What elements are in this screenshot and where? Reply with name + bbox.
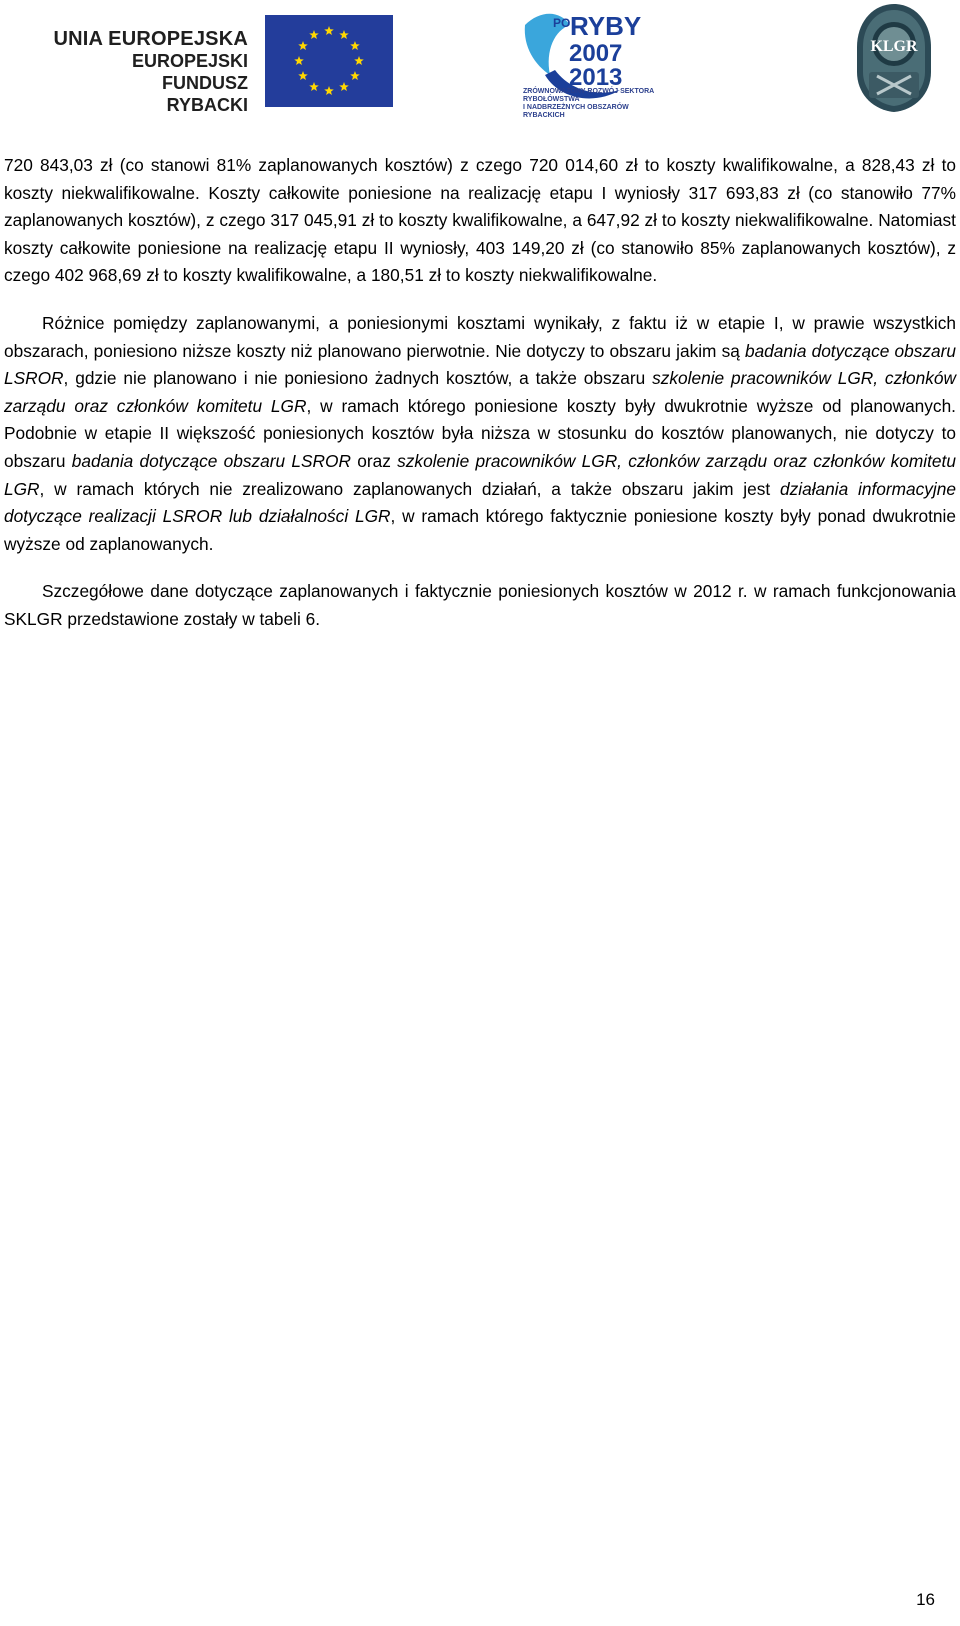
eu-flag-icon: [265, 15, 393, 107]
paragraph-2-text-3: , w ramach którego poniesione koszty były dwukrotnie wyższe od planowanych. Podobnie w etapie II większość poniesionych kosztów była niższa w stosunku do kosztów planowanych, nie dotyczy to obszaru: [4, 395, 956, 471]
paragraph-2-italic-3: badania dotyczące obszaru LSROR: [71, 450, 351, 471]
eu-logo-line3: RYBACKI: [166, 95, 248, 115]
po-ryby-caption: [523, 88, 663, 120]
eu-logo-line1: UNIA EUROPEJSKA: [53, 28, 248, 50]
paragraph-2-text-2: , gdzie nie planowano i nie poniesiono żadnych kosztów, a także obszaru: [63, 368, 653, 389]
paragraph-2-text-6: , w ramach którego faktycznie poniesione koszty były ponad dwukrotnie wyższe od zaplanowanych.: [4, 506, 956, 554]
po-ryby-year1: 2007: [569, 40, 623, 67]
document-body: [4, 152, 956, 654]
po-ryby-caption2: I NADBRZEŻNYCH OBSZARÓW RYBACKICH: [523, 104, 629, 119]
klgr-badge-icon: [855, 2, 933, 114]
klgr-badge-letters: KLGR: [870, 38, 918, 55]
page-number: 16: [916, 1590, 935, 1609]
po-ryby-po: PO: [553, 16, 571, 30]
paragraph-2-text-5: , w ramach których nie zrealizowano zaplanowanych działań, a także obszaru jakim jest: [39, 478, 780, 499]
paragraph-2-italic-2: szkolenie pracowników LGR, członków zarządu oraz członków komitetu LGR: [4, 368, 956, 416]
page-header: [0, 0, 960, 120]
paragraph-1: 720 843,03 zł (co stanowi 81% zaplanowanych kosztów) z czego 720 014,60 zł to koszty kwalifikowalne, a 828,43 zł to koszty niekwalifikowalne. Koszty całkowite poniesione na realizację etapu I wyniosły 317 693,83 zł (co stanowiło 77% zaplanowanych kosztów), z czego 317 045,91 zł to koszty kwalifikowalne, a 647,92 zł to koszty niekwalifikowalne. Natomiast koszty całkowite poniesione na realizację etapu II wyniosły, 403 149,20 zł (co stanowiło 85% zaplanowanych kosztów), z czego 402 968,69 zł to koszty kwalifikowalne, a 180,51 zł to koszty niekwalifikowalne.: [4, 155, 956, 286]
po-ryby-ryby: RYBY: [570, 11, 642, 41]
eu-logo-text: [50, 28, 248, 116]
paragraph-2: [4, 310, 956, 558]
paragraph-2-text-4: oraz: [350, 450, 398, 471]
paragraph-2-italic-4: szkolenie pracowników LGR, członków zarządu oraz członków komitetu LGR: [4, 450, 956, 499]
paragraph-2-italic-5: działania informacyjne dotyczące realizacji LSROR lub działalności LGR: [4, 478, 956, 527]
po-ryby-caption1: ZRÓWNOWAŻONY ROZWÓJ SEKTORA RYBOŁÓWSTWA: [523, 88, 654, 103]
paragraph-2-italic-1: badania dotyczące obszaru LSROR: [4, 340, 956, 389]
po-ryby-year2: 2013: [569, 64, 623, 91]
eu-logo-line2: EUROPEJSKI FUNDUSZ: [131, 51, 248, 93]
paragraph-2-text-1: Różnice pomiędzy zaplanowanymi, a poniesionymi kosztami wynikały, z faktu iż w etapie I, w prawie wszystkich obszarach, poniesiono niższe koszty niż planowano pierwotnie. Nie dotyczy to obszaru jakim są: [4, 312, 956, 361]
paragraph-3: Szczegółowe dane dotyczące zaplanowanych i faktycznie poniesionych kosztów w 2012 r. w ramach funkcjonowania SKLGR przedstawione zostały w tabeli 6.: [4, 581, 956, 629]
